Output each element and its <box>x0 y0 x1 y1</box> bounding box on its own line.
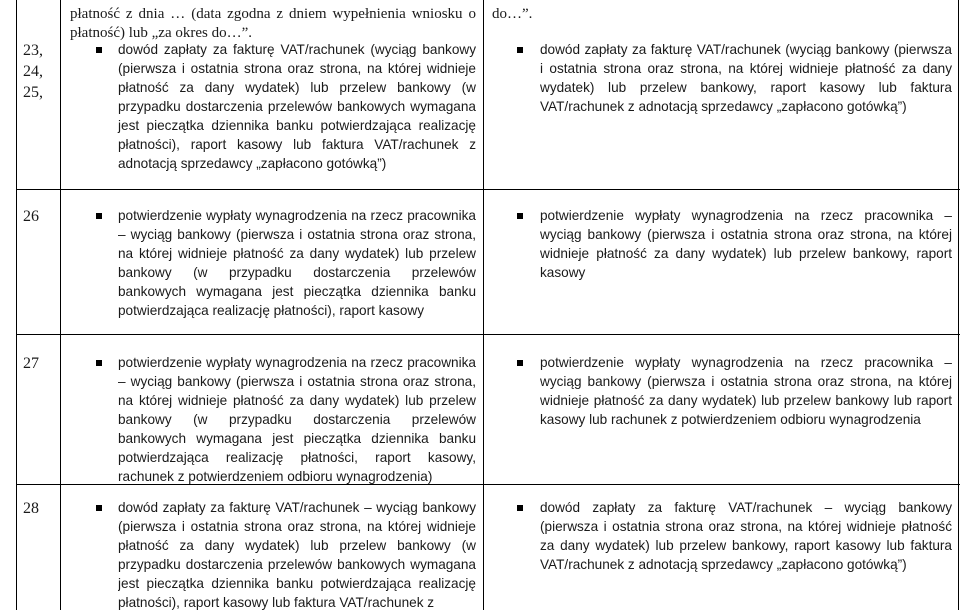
bullet-icon <box>96 505 102 511</box>
bullet-icon <box>517 47 523 53</box>
requirement-left: potwierdzenie wypłaty wynagrodzenia na rzecz pracownika – wyciąg bankowy (pierwsza i ostatnia strona oraz strona, na której widnieje płatność za dany wydatek) lub przelew bankowy (w przypadku dostarczenia przelewów bankowych wymagana jest pieczątka dziennika banku potwierdzająca realizację płatności, raport kasowy, rachunek z potwierdzeniem odbioru wynagrodzenia) <box>118 355 476 484</box>
bullet-icon <box>517 213 523 219</box>
requirement-left: potwierdzenie wypłaty wynagrodzenia na rzecz pracownika – wyciąg bankowy (pierwsza i ostatnia strona oraz strona, na której widnieje płatność za dany wydatek) lub przelew bankowy (w przypadku dostarczenia przelewów bankowych wymagana jest pieczątka dziennika banku potwierdzająca realizację płatności), raport kasowy <box>118 208 476 318</box>
row-number: 27 <box>23 355 39 372</box>
row-number: 26 <box>23 208 39 225</box>
bullet-icon <box>517 360 523 366</box>
requirement-left: dowód zapłaty za fakturę VAT/rachunek – wyciąg bankowy (pierwsza i ostatnia strona oraz strona, na której widnieje płatność za dany wydatek) lub przelew bankowy (w przypadku dostarczenia przelewów bankowych wymagana jest pieczątka dziennika banku potwierdzająca realizację płatności), raport kasowy lub faktura VAT/rachunek z <box>118 500 476 610</box>
row-number: 23, 24, 25, <box>23 42 43 101</box>
row-divider <box>16 334 960 335</box>
row-divider <box>16 189 960 190</box>
bullet-icon <box>517 505 523 511</box>
bullet-icon <box>96 213 102 219</box>
bullet-icon <box>96 47 102 53</box>
table-border-left <box>16 0 17 610</box>
row-intro-left: płatność z dnia … (data zgodna z dniem wypełnienia wniosku o płatność) lub „za okres do…”. <box>70 6 476 41</box>
requirement-right: dowód zapłaty za fakturę VAT/rachunek (wyciąg bankowy (pierwsza i ostatnia strona oraz strona, na której widnieje płatność za dany wydatek) lub przelew bankowy, raport kasowy lub faktura VAT/rachunek z adnotacją sprzedawcy „zapłacono gotówką”) <box>540 42 952 114</box>
table-border-right <box>958 0 959 610</box>
requirement-right: potwierdzenie wypłaty wynagrodzenia na rzecz pracownika – wyciąg bankowy (pierwsza i ostatnia strona oraz strona, na której widnieje płatność za dany wydatek) lub przelew bankowy lub raport kasowy lub rachunek z potwierdzeniem odbioru wynagrodzenia <box>540 355 952 427</box>
row-number: 28 <box>23 500 39 517</box>
requirement-right: potwierdzenie wypłaty wynagrodzenia na rzecz pracownika – wyciąg bankowy (pierwsza i ostatnia strona oraz strona, na której widnieje płatność za dany wydatek) lub przelew bankowy, raport kasowy <box>540 208 952 280</box>
column-divider <box>483 0 484 610</box>
row-intro-right: do…”. <box>492 6 533 22</box>
column-divider <box>60 0 61 610</box>
bullet-icon <box>96 360 102 366</box>
requirement-left: dowód zapłaty za fakturę VAT/rachunek (wyciąg bankowy (pierwsza i ostatnia strona oraz strona, na której widnieje płatność za dany wydatek) lub przelew bankowy (w przypadku dostarczenia przelewów bankowych wymagana jest pieczątka dziennika banku potwierdzająca realizację płatności), raport kasowy lub faktura VAT/rachunek z adnotacją sprzedawcy „zapłacono gotówką”) <box>118 42 476 171</box>
requirement-right: dowód zapłaty za fakturę VAT/rachunek – wyciąg bankowy (pierwsza i ostatnia strona oraz strona, na której widnieje płatność za dany wydatek) lub przelew bankowy, raport kasowy lub faktura VAT/rachunek z adnotacją sprzedawcy „zapłacono gotówką”) <box>540 500 952 572</box>
